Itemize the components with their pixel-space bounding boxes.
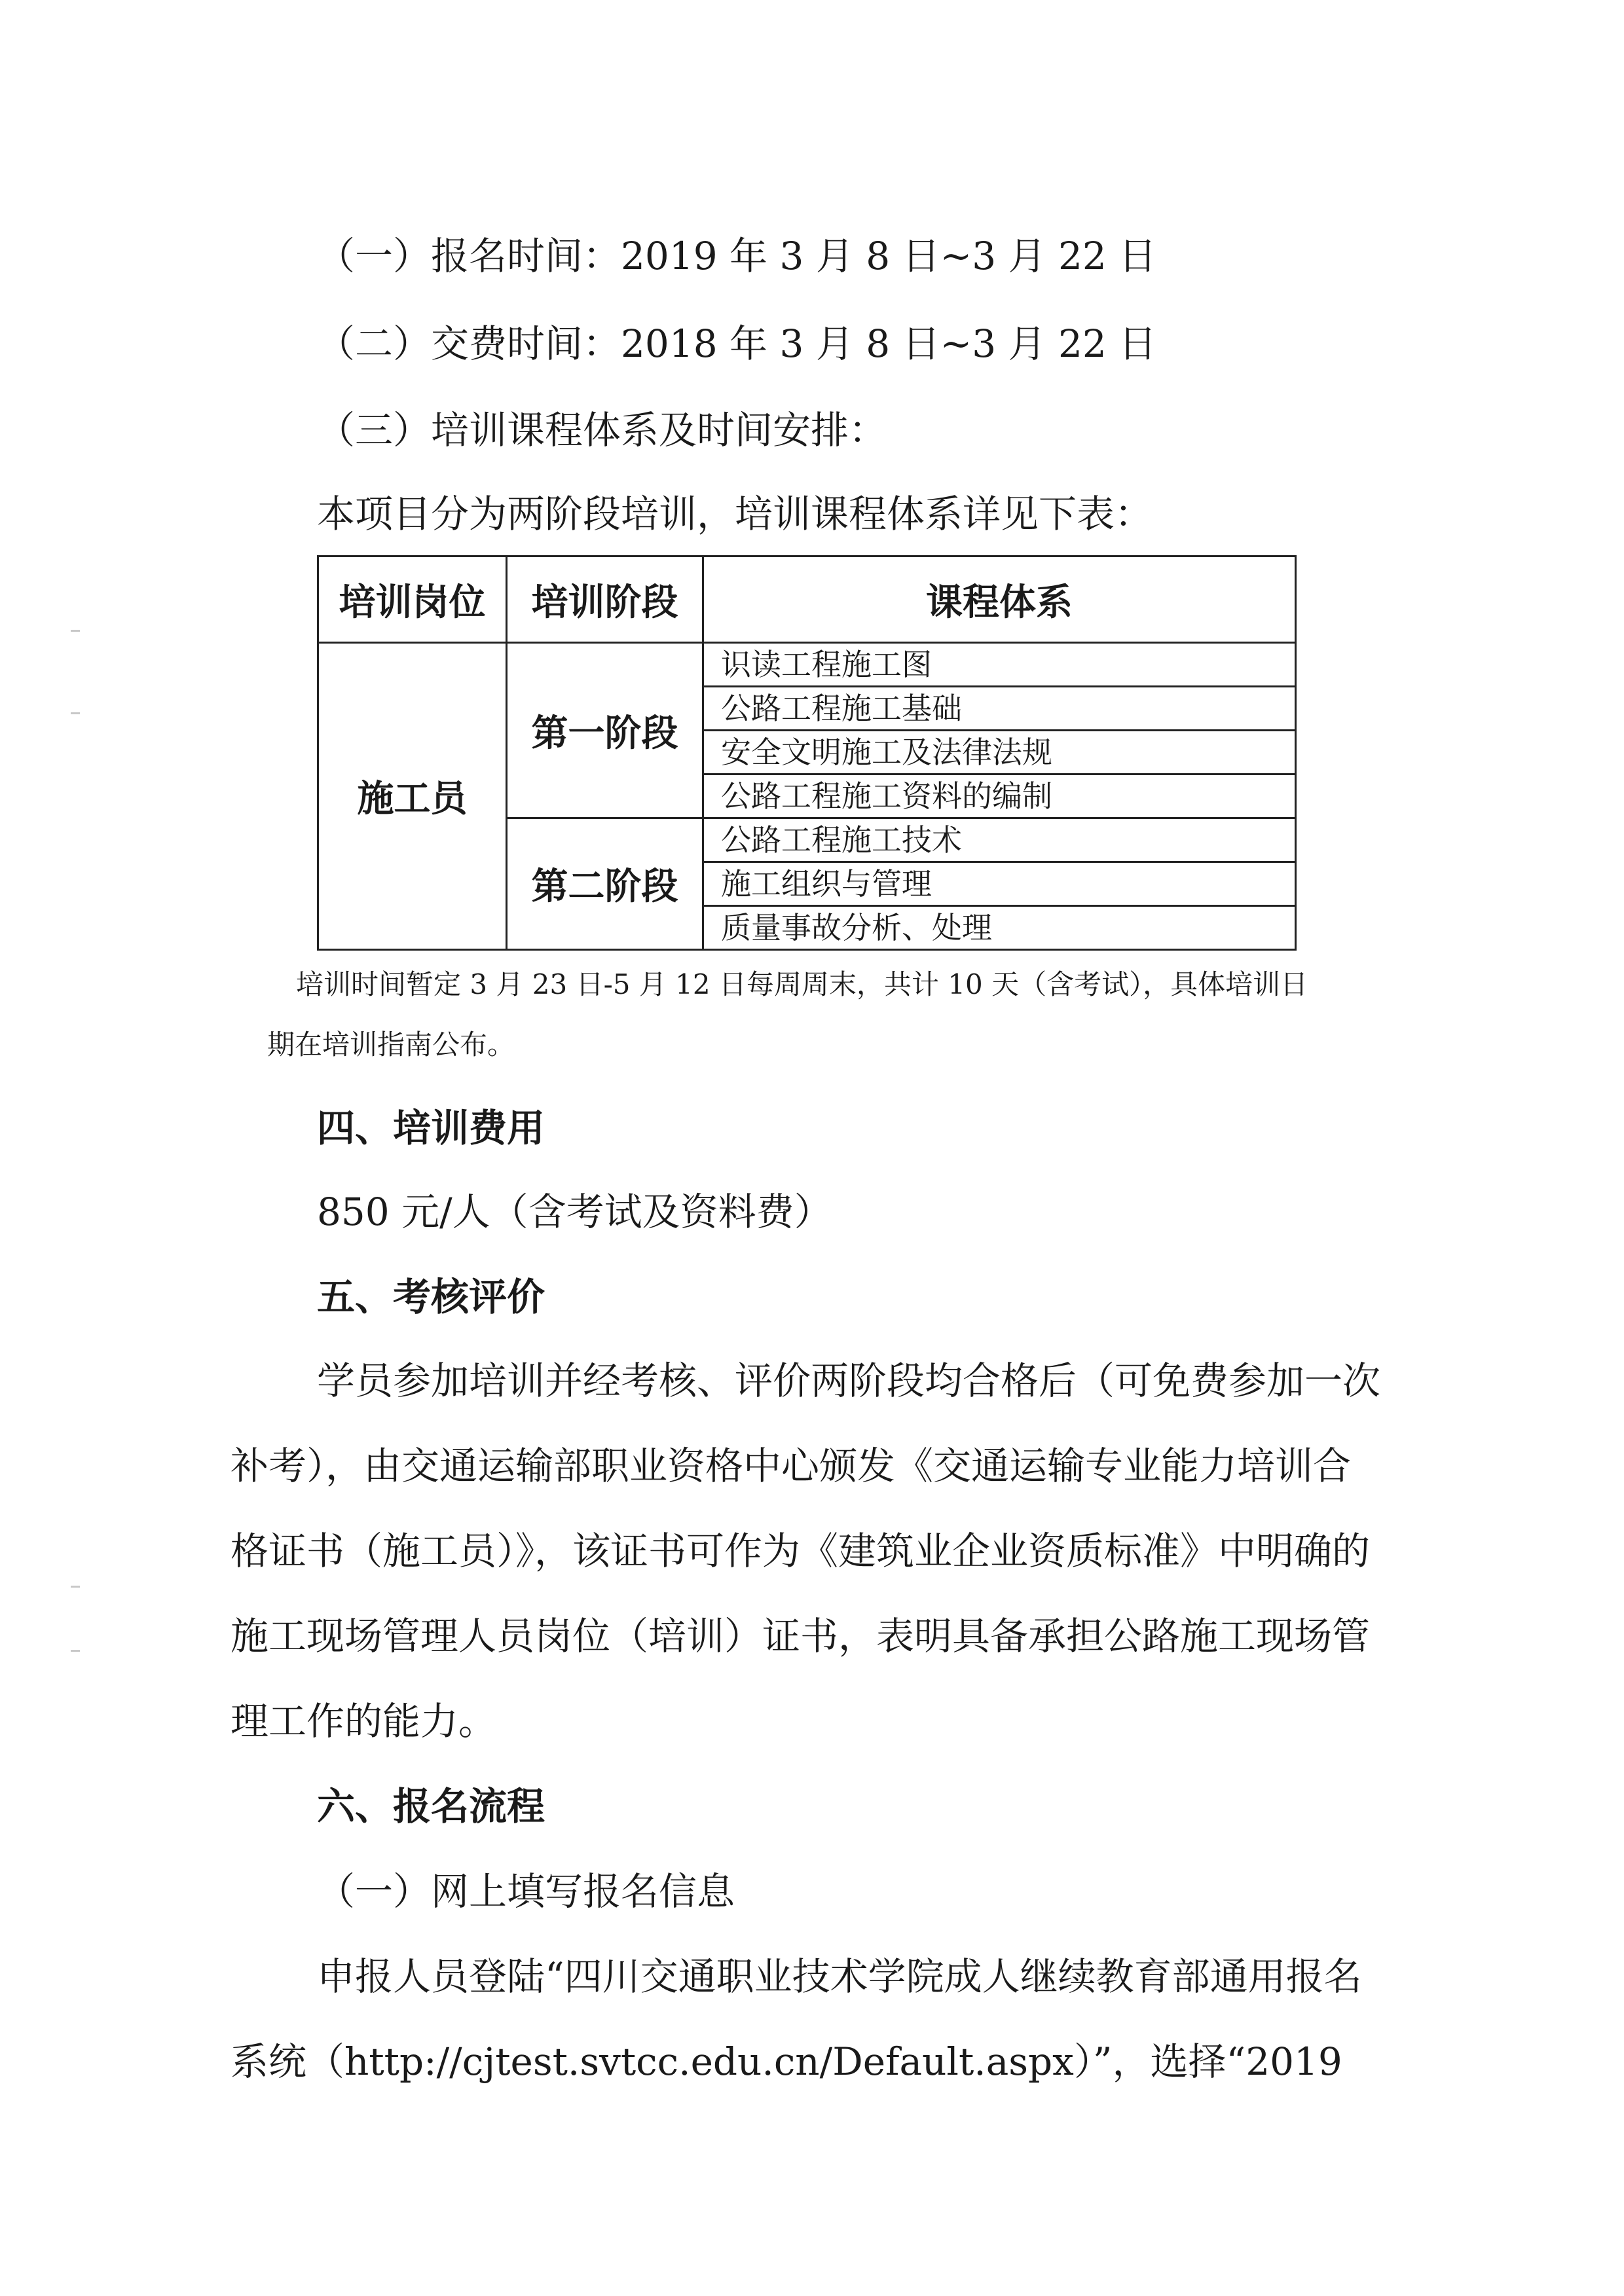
header-position: 培训岗位 [318,556,507,643]
scan-speck [71,630,80,632]
schedule-note-line-2: 期在培训指南公布。 [267,1029,515,1061]
scan-speck [71,1650,80,1652]
position-cell: 施工员 [318,643,507,950]
paragraph-line: 系统（http://cjtest.svtcc.edu.cn/Default.aspx）”，选择“2019 [231,2039,1342,2084]
course-item: 识读工程施工图 [703,643,1296,687]
registration-time: （一）报名时间：2019 年 3 月 8 日~3 月 22 日 [317,234,1157,278]
paragraph-line: 施工现场管理人员岗位（培训）证书，表明具备承担公路施工现场管 [231,1614,1371,1658]
paragraph-line: 补考），由交通运输部职业资格中心颁发《交通运输专业能力培训合 [231,1444,1352,1488]
stage-2-cell: 第二阶段 [507,818,703,950]
scan-speck [71,1586,80,1588]
course-item: 安全文明施工及法律法规 [703,731,1296,774]
course-item: 公路工程施工资料的编制 [703,774,1296,818]
paragraph-line: 理工作的能力。 [231,1699,497,1743]
course-table [317,555,1297,951]
course-item: 公路工程施工基础 [703,687,1296,731]
section-6-title: 六、报名流程 [317,1784,545,1829]
section-6-sub-1: （一）网上填写报名信息 [317,1869,735,1914]
paragraph-line: 学员参加培训并经考核、评价两阶段均合格后（可免费参加一次 [317,1358,1381,1403]
course-item: 施工组织与管理 [703,862,1296,906]
table-row [318,643,1296,687]
course-intro: 本项目分为两阶段培训，培训课程体系详见下表： [317,492,1153,536]
paragraph-line: 格证书（施工员）》，该证书可作为《建筑业企业资质标准》中明确的 [231,1529,1371,1573]
schedule-note-line-1: 培训时间暂定 3 月 23 日-5 月 12 日每周周末，共计 10 天（含考试），具体培训日 [296,968,1308,1000]
header-courses: 课程体系 [703,556,1296,643]
header-stage: 培训阶段 [507,556,703,643]
course-item: 公路工程施工技术 [703,818,1296,862]
section-5-title: 五、考核评价 [317,1275,545,1319]
scan-speck [71,712,80,714]
course-item: 质量事故分析、处理 [703,906,1296,950]
paragraph-line: 申报人员登陆“四川交通职业技术学院成人继续教育部通用报名 [317,1954,1362,1999]
course-heading: （三）培训课程体系及时间安排： [317,408,887,452]
payment-time: （二）交费时间：2018 年 3 月 8 日~3 月 22 日 [317,321,1157,366]
stage-1-cell: 第一阶段 [507,643,703,818]
training-fee: 850 元/人（含考试及资料费） [317,1190,832,1234]
section-4-title: 四、培训费用 [317,1106,545,1150]
table-header-row [318,556,1296,643]
